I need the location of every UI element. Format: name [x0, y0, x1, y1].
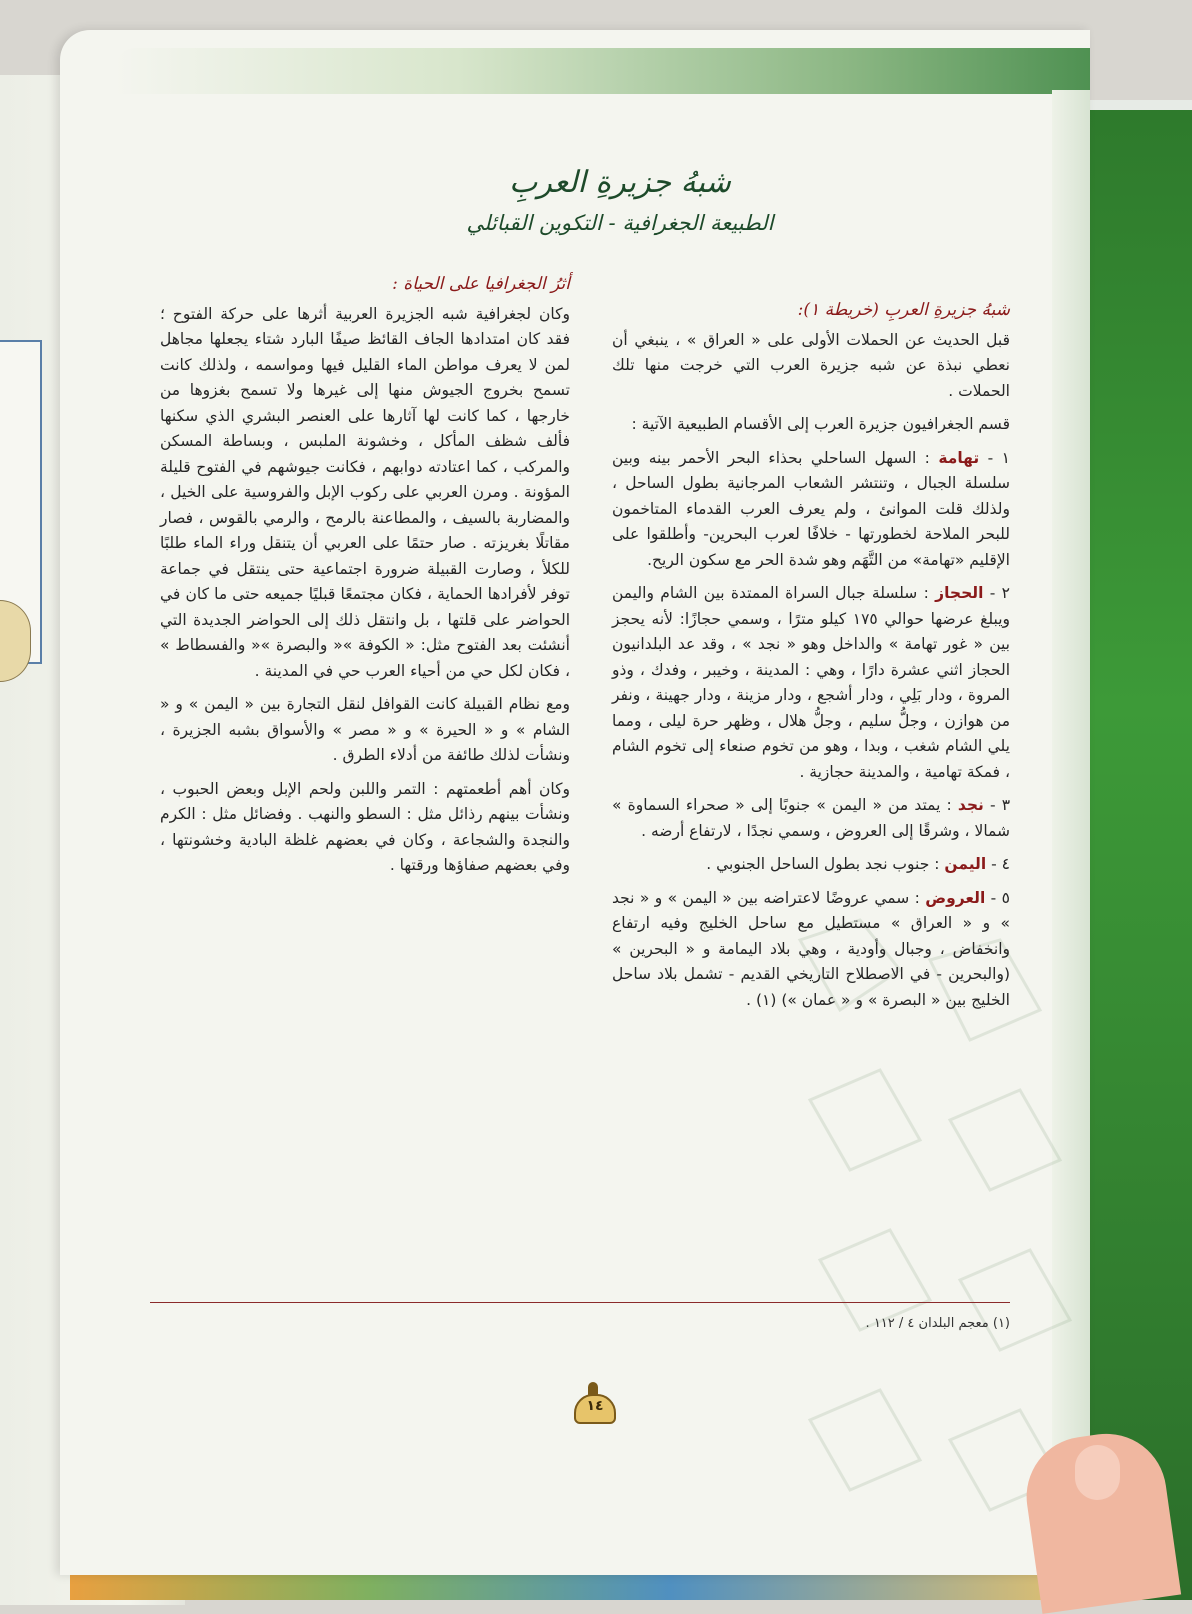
item-text: : سمي عروضًا لاعتراضه بين « اليمن » و « نجد » و « العراق » مستطيل مع ساحل الخليج وفيه ارتفاع وانخفاض ، وجبال وأودية ، وهي بلاد اليمامة و « البحرين » (والبحرين - في الاصطلاح التاريخي القديم - تشمل بلاد ساحل الخليج بين « البصرة » و « عمان ») (١) .: [612, 888, 1010, 1009]
header-band: [115, 48, 1090, 94]
section-heading-peninsula: شبهُ جزيرةِ العربِ (خريطة ١):: [797, 300, 1010, 320]
paragraph-geography-impact: وكان لجغرافية شبه الجزيرة العربية أثرها على حركة الفتوح ؛ فقد كان امتدادها الجاف القائظ صيفًا البارد شتاء يجعلها مجاهل لمن لا يعرف مواطن الماء القليل فيها ومواسمه ، ولذلك كانت تسمح بخروج الجيوش منها إلى غيرها ولا تسمح بغزوها من خارجها ، كما كانت لها آثارها على العنصر البشري الذي سكنها فألف شظف المأكل ، وخشونة الملبس ، وبساطة المسكن والمركب ، كما اعتادته دوابهم ، فكانت جيوشهم في الفتوح قليلة المؤونة . ومرن العربي على ركوب الإبل والفروسية على الخيل ، والمضاربة بالسيف ، والمطاعنة بالرمح ، والرمي بالقوس ، فصار مقاتلًا بغريزته . صار حتمًا على العربي أن يتنقل وراء الماء طلبًا للكلأ ، وصارت القبيلة ضرورة اجتماعية حتى ينتقل في جماعة توفر لأفرادها الحماية ، فكان مجتمعًا قبليًا جميعه حتى ما كان في الحواضر على قلتها ، بل وانتقل ذلك إلى الحواضر الجديدة التي أنشئت بعد الفتوح مثل: « الكوفة »« والبصرة »« والفسطاط » ، فكان لكل حي من أحياء العرب حي في المدينة .: [160, 304, 570, 680]
paragraph-caravans: ومع نظام القبيلة كانت القوافل لنقل التجارة بين « اليمن » و « الشام » و « الحيرة » و « مصر » والأسواق بشبه الجزيرة ، ونشأت لذلك طائفة من أدلاء الطرق .: [160, 695, 570, 764]
division-item-yemen: [612, 852, 1010, 878]
page-number: ١٤: [586, 1398, 604, 1414]
footnote: (١) معجم البلدان ٤ / ١١٢ .: [865, 1316, 1010, 1331]
section-heading-geography-impact: أثرُ الجغرافيا على الحياة :: [392, 274, 570, 294]
title-block: [400, 165, 840, 237]
left-column: [160, 272, 570, 887]
item-text: : جنوب نجد بطول الساحل الجنوبي .: [706, 855, 940, 873]
footnote-divider: [150, 1302, 1010, 1303]
item-term: نجد: [957, 796, 984, 814]
book-cover: [1080, 110, 1192, 1600]
division-item-najd: [612, 793, 1010, 844]
item-term: الحجاز: [935, 584, 984, 602]
page-title: شبهُ جزيرةِ العربِ: [509, 165, 731, 200]
division-item-hijaz: [612, 581, 1010, 785]
item-text: : سلسلة جبال السراة الممتدة بين الشام واليمن ويبلغ عرضها حوالي ١٧٥ كيلو مترًا ، وسمي حجازًا: لأنه يحجز بين « غور تهامة » والداخل وهو « نجد » ، وقد عد البلدانيون الحجاز اثني عشرة دارًا ، وهي : المدينة ، وخيبر ، وفدك ، وذو المروة ، ودار بَلِي ، ودار أشجع ، ودار مزينة ، ودار جهينة ، ونفر من هوازن ، وجلُّ سليم ، وجلُّ هلال ، وظهر حرة ليلى ، ومما يلي الشام شغب ، وبدا ، وهو من تخوم صنعاء إلى تخوم الشام ، فمكة تهامية ، والمدينة حجازية .: [612, 584, 1010, 781]
divisions-intro: قسم الجغرافيون جزيرة العرب إلى الأقسام الطبيعية الآتية :: [631, 415, 1010, 433]
item-number: ١ -: [987, 448, 1010, 467]
intro-paragraph: قبل الحديث عن الحملات الأولى على « العراق » ، ينبغي أن نعطي نبذة عن شبه جزيرة العرب التي خرجت منها تلك الحملات .: [612, 330, 1010, 400]
item-number: ٤ -: [991, 855, 1010, 873]
item-term: العروض: [925, 888, 986, 907]
item-number: ٢ -: [989, 584, 1010, 602]
item-number: ٣ -: [989, 796, 1011, 814]
page-number-badge: [570, 1382, 616, 1422]
division-item-arud: [612, 886, 1010, 1014]
paragraph-food-virtues: وكان أهم أطعمتهم : التمر واللبن ولحم الإبل وبعض الحبوب ، ونشأت بينهم رذائل مثل : السطو والنهب . وفضائل مثل : الكرم والنجدة والشجاعة ، وكان في بعضهم غلظة البادية وخشونتها ، وفي بعضهم صفاؤها ورقتها .: [160, 779, 570, 874]
item-term: تهامة: [938, 448, 980, 467]
item-number: ٥ -: [990, 888, 1010, 907]
division-item-tihama: [612, 446, 1010, 574]
item-text: : السهل الساحلي بحذاء البحر الأحمر بينه وبين سلسلة الجبال ، وتنتشر الشعاب المرجانية بطول الساحل ، ولذلك قلت الموانئ ، ولم يعرف العرب القدماء المتاخمون للبحر الملاحة لخطورتها - خلافًا لعرب البحرين- وأطلقوا على الإقليم «تهامة» من التَّهَم وهو شدة الحر مع سكون الريح.: [612, 448, 1010, 569]
right-column: [612, 298, 1010, 1021]
item-text: : يمتد من « اليمن » جنوبًا إلى « صحراء السماوة » شمالا ، وشرقًا إلى العروض ، وسمي نجدًا ، لارتفاع أرضه .: [612, 796, 1010, 840]
page-subtitle: الطبيعة الجغرافية - التكوين القبائلي: [466, 211, 774, 235]
item-term: اليمن: [944, 855, 987, 873]
thumbnail-nail: [1075, 1445, 1120, 1500]
